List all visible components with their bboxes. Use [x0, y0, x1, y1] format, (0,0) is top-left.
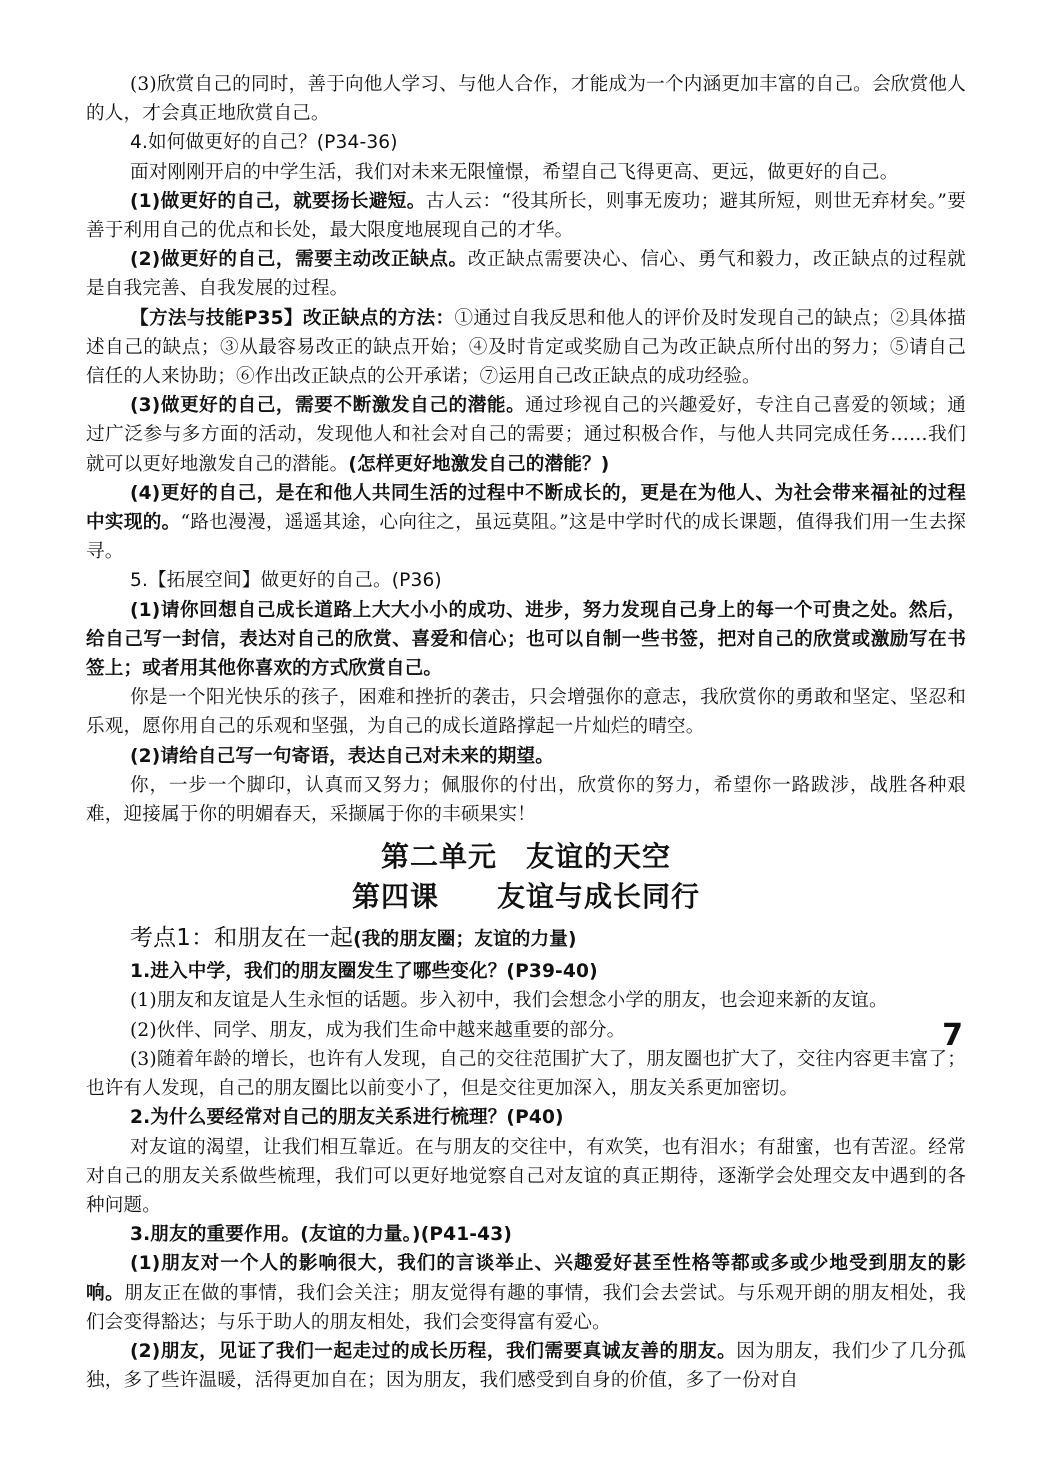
body-text: 因为朋友，我们少了几分孤独，多了些许温暖，活得更加自在；因为朋友，我们感受到自身的价值，多了一份对自: [86, 1340, 966, 1392]
body-text: 改正缺点需要决心、信心、勇气和毅力，改正缺点的过程就是自我完善、自我发展的过程。: [86, 249, 966, 300]
bold-lead: (3)做更好的自己，需要不断激发自己的潜能。: [130, 395, 526, 417]
paragraph-friendship-topic: (1)朋友和友谊是人生永恒的话题。步入初中，我们会想念小学的朋友，也会迎来新的友谊。: [130, 990, 888, 1012]
key-point-title: 考点1：和朋友在一起: [130, 925, 354, 952]
paragraph-correct-flaws: [86, 245, 966, 303]
paragraph-companions: (2)伙伴、同学、朋友，成为我们生命中越来越重要的部分。: [130, 1019, 626, 1041]
body-text: “路也漫漫，遥遥其途，心向往之，虽远莫阻。”这是中学时代的成长课题，值得我们用一生去探寻。: [86, 512, 966, 563]
paragraph-message-sample: 你，一步一个脚印，认真而又努力；佩服你的付出，欣赏你的努力，希望你一路跋涉，战胜各种艰难，迎接属于你的明媚春天，采撷属于你的丰硕果实！: [86, 774, 966, 826]
key-point-1-heading: [86, 921, 966, 957]
bold-lead: (2)做更好的自己，需要主动改正缺点。: [130, 249, 468, 271]
paragraph-friend-witness: [86, 1337, 966, 1395]
paragraph-task-1: (1)请你回想自己成长道路上大大小小的成功、进步，努力发现自己身上的每一个可贵之处。然后，给自己写一封信，表达对自己的欣赏、喜爱和信心；也可以自制一些书签，把对自己的欣赏或激励写在书签上；或者用其他你喜欢的方式欣赏自己。: [86, 599, 966, 680]
body-text: 朋友正在做的事情，我们会关注；朋友觉得有趣的事情，我们会去尝试。与乐观开朗的朋友相处，我们会变得豁达；与乐于助人的朋友相处，我们会变得富有爱心。: [86, 1282, 966, 1333]
question-k3: 3.朋友的重要作用。(友谊的力量。)(P41-43): [130, 1224, 513, 1246]
paragraph-potential: [86, 391, 966, 479]
bold-tail: (怎样更好地激发自己的潜能？): [348, 453, 610, 475]
bold-lead: (4)更好的自己，是在和他人共同生活的过程中不断成长的，更是在为他人、为社会带来福祉的过程中实现的。: [86, 482, 966, 534]
paragraph-letter-sample: 你是一个阳光快乐的孩子，困难和挫折的袭击，只会增强你的意志，我欣赏你的勇敢和坚定、坚忍和乐观，愿你用自己的乐观和坚强，为自己的成长道路撑起一片灿烂的晴空。: [86, 687, 966, 738]
bold-lead: (1)朋友对一个人的影响很大，我们的言谈举止、兴趣爱好甚至性格等都或多或少地受到朋友的影响。: [86, 1253, 966, 1304]
paragraph-growth-with-others: [86, 479, 966, 567]
body-text: ①通过自我反思和他人的评价及时发现自己的缺点；②具体描述自己的缺点；③从最容易改正的缺点开始；④及时肯定或奖励自己为改正缺点所付出的努力；⑤请自己信任的人来协助；⑥作出改正缺点的公开承诺；⑦运用自己改正缺点的成功经验。: [86, 307, 966, 388]
question-k2: 2.为什么要经常对自己的朋友关系进行梳理？(P40): [130, 1107, 564, 1129]
key-point-subtitle: (我的朋友圈；友谊的力量): [353, 929, 577, 951]
document-page: [86, 70, 966, 1395]
unit-title: 第二单元 友谊的天空: [380, 840, 671, 874]
paragraph-intro-better-self: 面对刚刚开启的中学生活，我们对未来无限憧憬，希望自己飞得更高、更远，做更好的自己。: [130, 161, 899, 183]
paragraph-task-2: (2)请给自己写一句寄语，表达自己对未来的期望。: [130, 745, 555, 767]
paragraph-methods: [86, 304, 966, 392]
body-text: 通过珍视自己的兴趣爱好，专注自己喜爱的领域；通过广泛参与多方面的活动，发现他人和社会对自己的需要；通过积极合作，与他人共同完成任务……我们就可以更好地激发自己的潜能。: [86, 395, 966, 475]
lesson-title: 第四课 友谊与成长同行: [351, 880, 700, 914]
paragraph-circle-change: (3)随着年龄的增长，也许有人发现，自己的交往范围扩大了，朋友圈也扩大了，交往内容更丰富了；也许有人发现，自己的朋友圈比以前变小了，但是交往更加深入，朋友关系更加密切。: [86, 1048, 966, 1100]
question-4: 4.如何做更好的自己？(P34-36): [130, 132, 398, 154]
question-k1: 1.进入中学，我们的朋友圈发生了哪些变化？(P39-40): [130, 961, 598, 983]
question-5: 5.【拓展空间】做更好的自己。(P36): [130, 570, 442, 592]
body-text: 古人云：“役其所长，则事无废功；避其所短，则世无弃材矣。”要善于利用自己的优点和长处，最大限度地展现自己的才华。: [86, 190, 967, 242]
paragraph-strengths: [86, 187, 966, 245]
bold-lead: 【方法与技能P35】改正缺点的方法：: [130, 307, 455, 329]
page-number: 7: [942, 1018, 963, 1053]
paragraph-friend-influence: [86, 1249, 966, 1337]
bold-lead: (2)朋友，见证了我们一起走过的成长历程，我们需要真诚友善的朋友。: [130, 1340, 737, 1362]
paragraph-appreciate-others: (3)欣赏自己的同时，善于向他人学习、与他人合作，才能成为一个内涵更加丰富的自己。会欣赏他人的人，才会真正地欣赏自己。: [86, 74, 966, 125]
paragraph-sort-relations: 对友谊的渴望，让我们相互靠近。在与朋友的交往中，有欢笑，也有泪水；有甜蜜，也有苦涩。经常对自己的朋友关系做些梳理，我们可以更好地觉察自己对友谊的真正期待，逐渐学会处理交友中遇到的各种问题。: [86, 1136, 966, 1216]
bold-lead: (1)做更好的自己，就要扬长避短。: [130, 190, 426, 212]
